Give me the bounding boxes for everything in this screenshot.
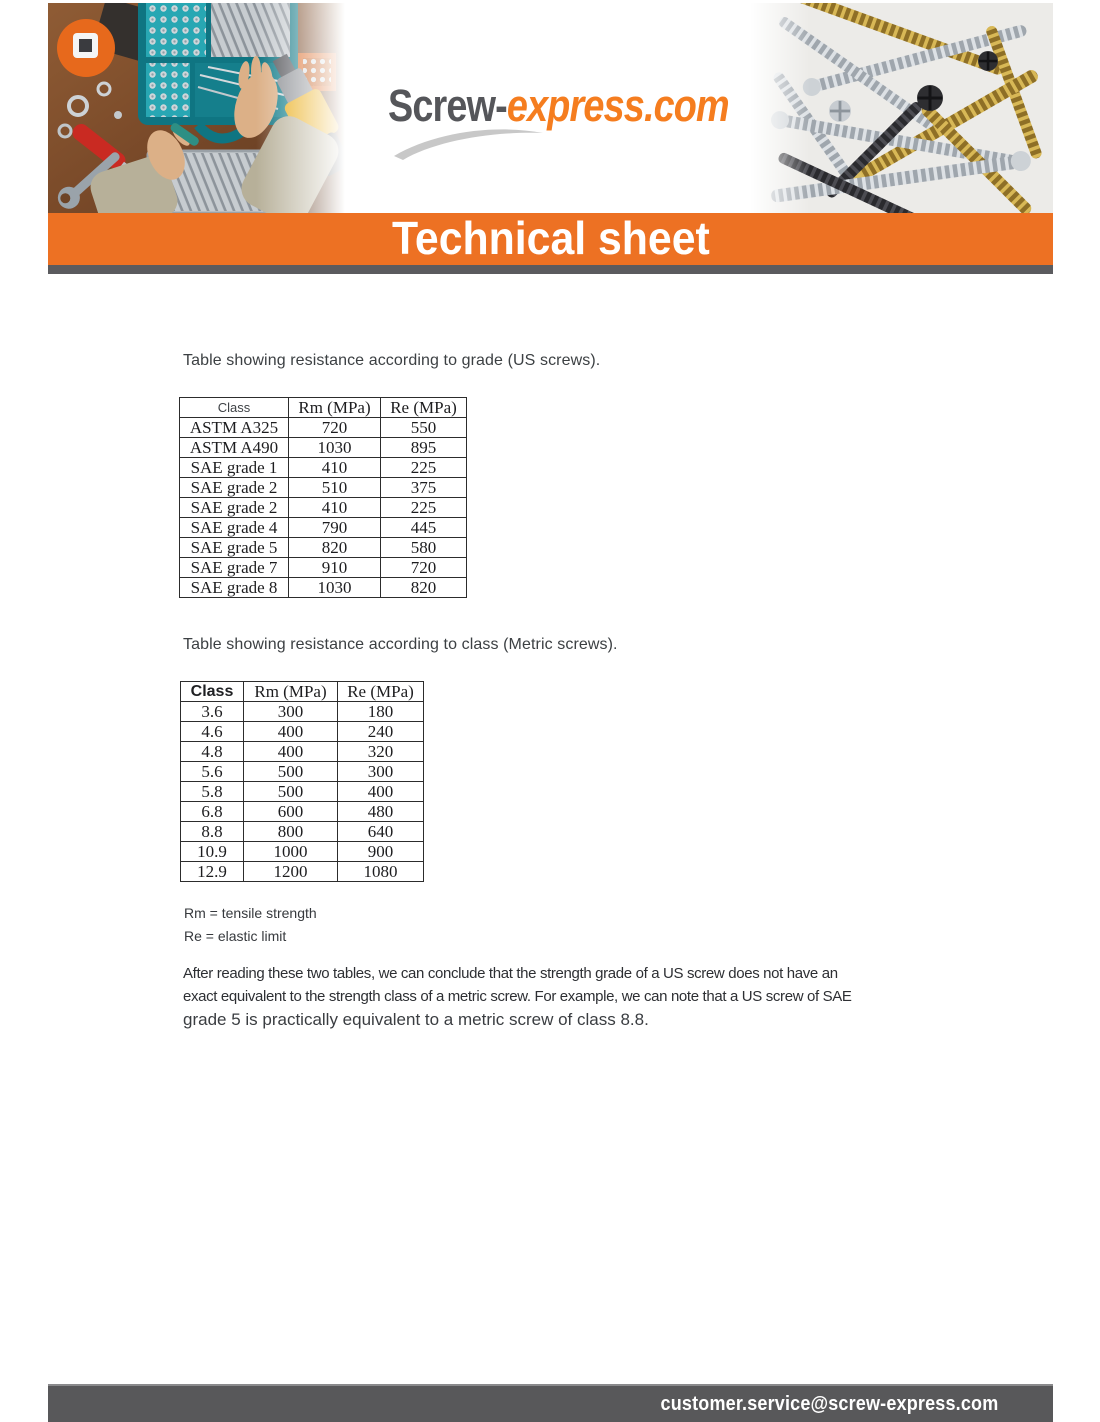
table-cell: 180 [338,702,424,722]
screw-pile-photo-image [750,3,1053,213]
column-header-re: Re (MPa) [338,682,424,702]
conclusion-line: exact equivalent to the strength class of a metric screw. For example, we can note that a US screw of SAE [183,987,852,1005]
table-cell: 4.8 [181,742,244,762]
table-cell: 5.8 [181,782,244,802]
table-cell: ASTM A325 [180,418,289,438]
table-row [180,498,467,518]
table-cell: 1000 [244,842,338,862]
us-screws-table [179,397,467,598]
table-cell: SAE grade 8 [180,578,289,598]
table-row [181,782,424,802]
screw-pile-photo [750,3,1053,213]
customer-service-email: customer.service@screw-express.com [660,1393,998,1415]
table-cell: SAE grade 1 [180,458,289,478]
legend-re: Re = elastic limit [184,928,287,944]
table-cell: 6.8 [181,802,244,822]
table-cell: 895 [381,438,467,458]
table-cell: 600 [244,802,338,822]
column-header-class: Class [180,398,289,418]
column-header-class: Class [181,682,244,702]
table-cell: SAE grade 2 [180,498,289,518]
table-row [180,478,467,498]
table-cell: 445 [381,518,467,538]
brand-name-secondary: express.com [506,80,729,131]
page-title: Technical sheet [391,213,710,264]
table-cell: 4.6 [181,722,244,742]
table-cell: 720 [381,558,467,578]
metric-screws-table [180,681,424,882]
table-row [181,742,424,762]
logo-swoosh-icon [391,126,546,160]
table-row [181,842,424,862]
column-header-rm: Rm (MPa) [289,398,381,418]
table-cell: 1200 [244,862,338,882]
brand-logo [388,80,738,164]
table-row [180,558,467,578]
table-cell: 10.9 [181,842,244,862]
table-row [181,822,424,842]
banner-shadow-bar [48,265,1053,274]
table-cell: 790 [289,518,381,538]
table-row [181,802,424,822]
table-cell: 410 [289,458,381,478]
column-header-re: Re (MPa) [381,398,467,418]
table-cell: 320 [338,742,424,762]
table-cell: 500 [244,782,338,802]
table-row [180,438,467,458]
footer-bar [48,1384,1053,1422]
table-cell: 375 [381,478,467,498]
column-header-rm: Rm (MPa) [244,682,338,702]
table-cell: 8.8 [181,822,244,842]
conclusion-paragraph [183,963,943,1032]
table-cell: 910 [289,558,381,578]
legend-rm: Rm = tensile strength [184,905,317,921]
conclusion-line: grade 5 is practically equivalent to a metric screw of class 8.8. [183,1010,649,1029]
table-cell: 820 [289,538,381,558]
table-row [181,702,424,722]
table-cell: 300 [244,702,338,722]
table-cell: 800 [244,822,338,842]
brand-name-primary: Screw- [388,80,507,131]
table-cell: SAE grade 4 [180,518,289,538]
table-cell: 400 [244,742,338,762]
table-cell: 240 [338,722,424,742]
table-header-row [181,682,424,702]
conclusion-line: After reading these two tables, we can conclude that the strength grade of a US screw does not have an [183,965,838,982]
table-cell: 225 [381,498,467,518]
technical-sheet-banner [48,213,1053,265]
workbench-photo [48,3,345,213]
table-cell: 820 [381,578,467,598]
table-row [180,538,467,558]
table-cell: 400 [338,782,424,802]
table-row [180,418,467,438]
table-cell: 900 [338,842,424,862]
table-row [181,862,424,882]
table-cell: 12.9 [181,862,244,882]
table-row [181,722,424,742]
table-cell: SAE grade 2 [180,478,289,498]
table-row [181,762,424,782]
table-cell: SAE grade 5 [180,538,289,558]
us-table-caption: Table showing resistance according to grade (US screws). [183,352,601,369]
table-row [180,518,467,538]
table-cell: 1080 [338,862,424,882]
table-cell: 500 [244,762,338,782]
table-cell: 480 [338,802,424,822]
metric-table-caption: Table showing resistance according to class (Metric screws). [183,636,618,653]
table-cell: 510 [289,478,381,498]
table-cell: 3.6 [181,702,244,722]
table-cell: 5.6 [181,762,244,782]
brand-logo-text [388,80,729,132]
table-header-row [180,398,467,418]
table-cell: 225 [381,458,467,478]
table-cell: 410 [289,498,381,518]
table-cell: 580 [381,538,467,558]
table-cell: 400 [244,722,338,742]
table-cell: 1030 [289,578,381,598]
table-cell: 640 [338,822,424,842]
table-row [180,458,467,478]
table-cell: ASTM A490 [180,438,289,458]
table-row [180,578,467,598]
table-cell: 720 [289,418,381,438]
table-cell: 550 [381,418,467,438]
table-cell: 300 [338,762,424,782]
table-cell: 1030 [289,438,381,458]
workbench-photo-image [48,3,345,213]
table-cell: SAE grade 7 [180,558,289,578]
